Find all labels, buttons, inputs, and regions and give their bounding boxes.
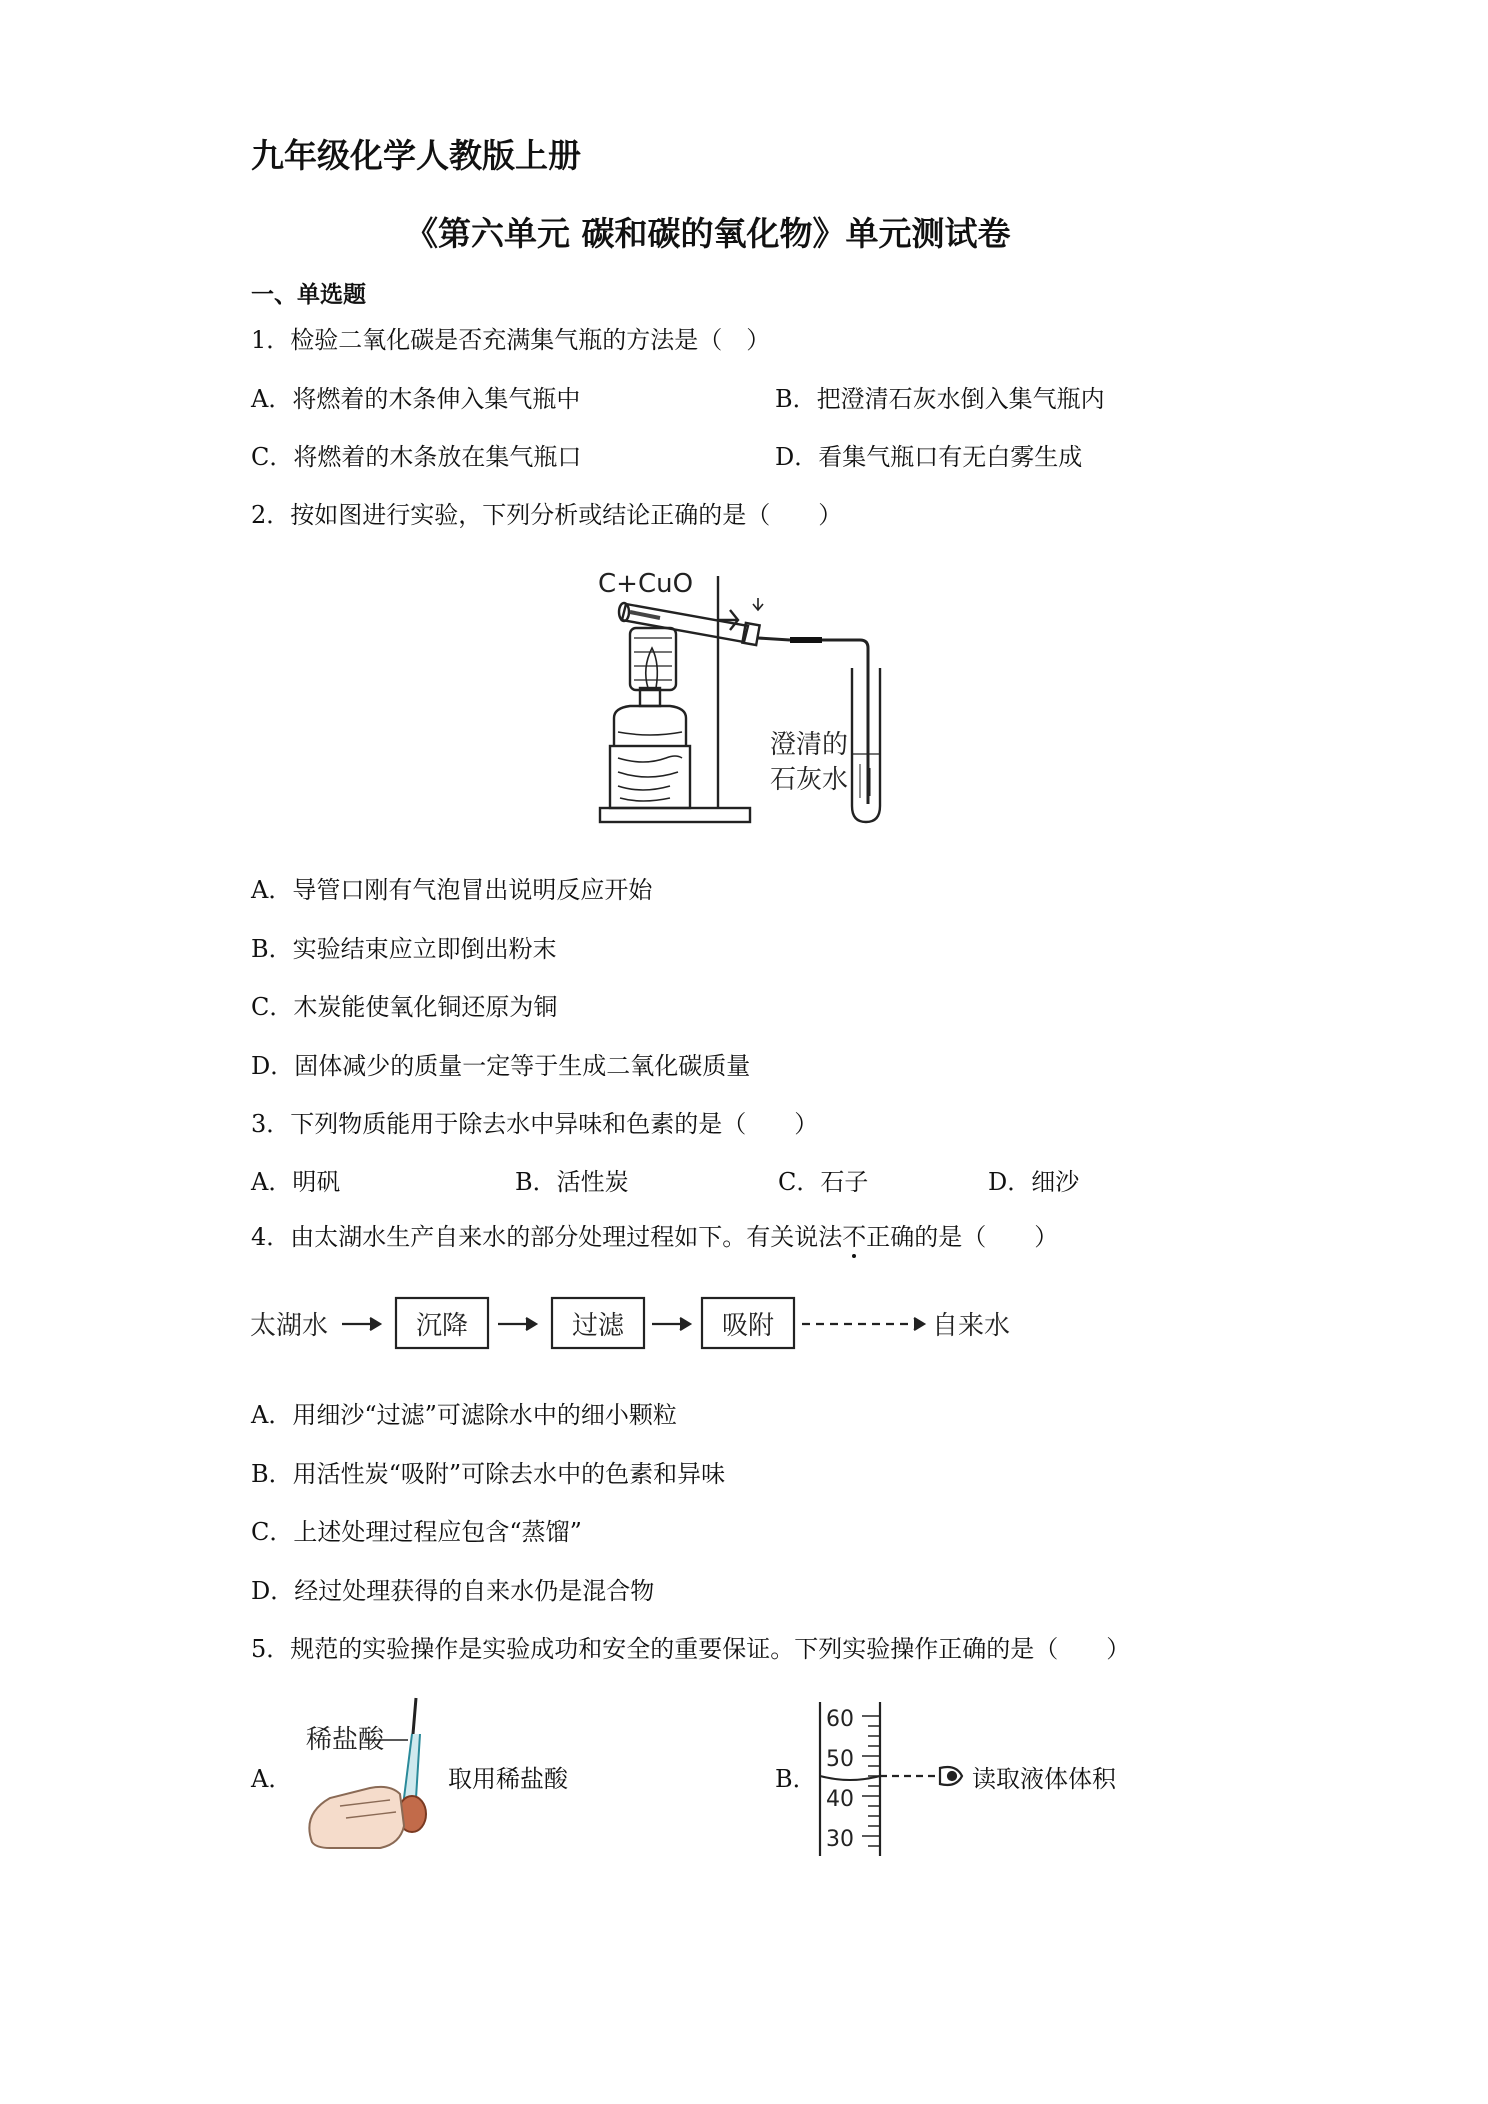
question-2-stem: 2．按如图进行实验，下列分析或结论正确的是（ ） (251, 501, 843, 529)
question-4-stem-start: 4．由太湖水生产自来水的部分处理过程如下。有关说法 (251, 1223, 843, 1251)
scale-label-30: 30 (826, 1827, 854, 1852)
flow-source-label: 太湖水 (250, 1311, 329, 1341)
flow-step-filtration: 过滤 (572, 1311, 625, 1341)
flow-step-adsorption: 吸附 (722, 1311, 775, 1341)
water-treatment-flowchart (250, 1292, 1030, 1352)
dropper-hand-figure (300, 1694, 460, 1854)
question-1-option-d: D．看集气瓶口有无白雾生成 (775, 443, 1083, 471)
question-3-stem: 3．下列物质能用于除去水中异味和色素的是（ ） (251, 1110, 819, 1138)
graduated-cylinder-figure (806, 1698, 976, 1860)
limewater-label-line1: 澄清的 (770, 730, 849, 760)
question-3-option-d: D．细沙 (988, 1168, 1080, 1196)
document-title: 九年级化学人教版上册 (251, 136, 581, 175)
question-3-option-a: A．明矾 (251, 1168, 341, 1196)
limewater-label-line2: 石灰水 (770, 765, 849, 795)
question-5-option-b-text: 读取液体体积 (972, 1765, 1116, 1793)
question-1-option-b: B．把澄清石灰水倒入集气瓶内 (775, 385, 1105, 413)
reagent-label: C+CuO (598, 569, 694, 599)
question-2-option-b: B．实验结束应立即倒出粉末 (251, 935, 557, 963)
question-2-option-c: C．木炭能使氧化铜还原为铜 (251, 993, 558, 1021)
dilute-hcl-label: 稀盐酸 (306, 1725, 385, 1755)
question-4-option-b: B．用活性炭“吸附”可除去水中的色素和异味 (251, 1460, 726, 1488)
section-heading: 一、单选题 (251, 282, 366, 308)
scale-label-60: 60 (826, 1707, 854, 1732)
question-4-option-c: C．上述处理过程应包含“蒸馏” (251, 1518, 582, 1546)
flow-result-label: 自来水 (932, 1311, 1011, 1341)
question-1-option-c: C．将燃着的木条放在集气瓶口 (251, 443, 582, 471)
question-1-option-a: A．将燃着的木条伸入集气瓶中 (251, 385, 581, 413)
question-5-stem: 5．规范的实验操作是实验成功和安全的重要保证。下列实验操作正确的是（ ） (251, 1635, 1131, 1663)
question-4-option-a: A．用细沙“过滤”可滤除水中的细小颗粒 (251, 1401, 677, 1429)
question-4-stem (251, 1222, 1058, 1252)
question-4-stem-end: 正确的是（ ） (866, 1223, 1059, 1251)
question-2-option-a: A．导管口刚有气泡冒出说明反应开始 (251, 876, 653, 904)
flow-step-sedimentation: 沉降 (416, 1311, 469, 1341)
scale-label-40: 40 (826, 1787, 854, 1812)
carbon-reduction-apparatus-figure (590, 568, 910, 830)
question-1-stem: 1．检验二氧化碳是否充满集气瓶的方法是（ ） (251, 326, 771, 354)
question-3-option-c: C．石子 (778, 1168, 869, 1196)
document-subtitle: 《第六单元 碳和碳的氧化物》单元测试卷 (405, 214, 1011, 253)
question-2-option-d: D．固体减少的质量一定等于生成二氧化碳质量 (251, 1052, 751, 1080)
scale-label-50: 50 (826, 1747, 854, 1772)
question-5-option-b-letter: B． (775, 1765, 817, 1793)
question-4-emphasis: 不 (842, 1223, 867, 1251)
question-4-option-d: D．经过处理获得的自来水仍是混合物 (251, 1577, 655, 1605)
question-3-option-b: B．活性炭 (515, 1168, 629, 1196)
question-5-option-a-text: 取用稀盐酸 (448, 1765, 568, 1793)
question-5-option-a-letter: A． (251, 1765, 293, 1793)
